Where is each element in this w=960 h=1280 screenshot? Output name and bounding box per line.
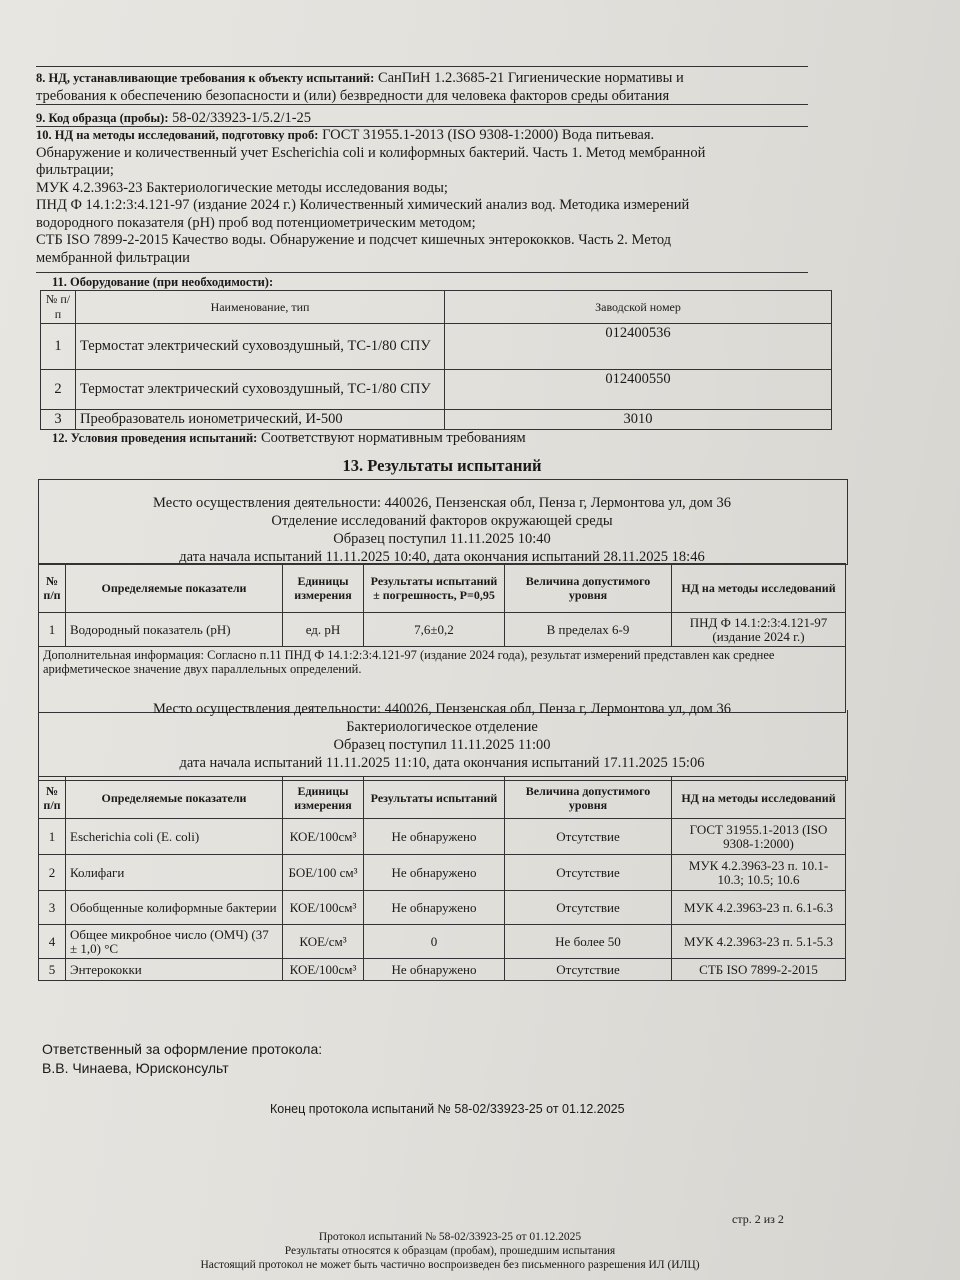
col-method-header: НД на методы исследований: [672, 564, 846, 613]
divider: [36, 66, 808, 67]
row-num: 5: [39, 959, 66, 981]
col-result-header: Результаты испытаний: [364, 777, 505, 819]
section-8-text-2: требования к обеспечению безопасности и (или) безвредности для человека факторов среды обитания: [36, 87, 670, 104]
method: МУК 4.2.3963-23 п. 10.1-10.3; 10.5; 10.6: [672, 855, 846, 891]
section-10-line: ПНД Ф 14.1:2:3:4.121-97 (издание 2024 г.) Количественный химический анализ вод. Методика измерений: [36, 197, 690, 213]
col-norm-header: Величина допустимого уровня: [505, 564, 672, 613]
table-row: [39, 613, 846, 647]
result: 7,6±0,2: [364, 613, 505, 647]
section-10-line: мембранной фильтрации: [36, 249, 190, 266]
table-row: [39, 819, 846, 855]
responsible-block: [42, 1040, 812, 1078]
param-name: Энтерококки: [66, 959, 283, 981]
unit: КОЕ/см³: [283, 925, 364, 959]
end-of-protocol: Конец протокола испытаний № 58-02/33923-25 от 01.12.2025: [270, 1102, 625, 1116]
equipment-serial: 3010: [445, 410, 832, 430]
col-name-header: Наименование, тип: [76, 291, 445, 324]
place-of-activity: Место осуществления деятельности: 440026, Пензенская обл, Пенза г, Лермонтова ул, дом 36: [153, 701, 731, 717]
param-name: Колифаги: [66, 855, 283, 891]
col-result-header: Результаты испытаний ± погрешность, Р=0,95: [364, 564, 505, 613]
section-12-label: 12. Условия проведения испытаний:: [52, 431, 258, 445]
additional-info: Дополнительная информация: Согласно п.11 ПНД Ф 14.1:2:3:4.121-97 (издание 2024 года), результат измерений представлен как среднее арифметическое значение двух параллельных определений.: [39, 647, 846, 713]
norm: Отсутствие: [505, 855, 672, 891]
section-10-first: ГОСТ 31955.1-2013 (ISO 9308-1:2000) Вода питьевая.: [318, 127, 655, 143]
table-header-row: [41, 291, 832, 324]
norm: В пределах 6-9: [505, 613, 672, 647]
test-dates: дата начала испытаний 11.11.2025 11:10, дата окончания испытаний 17.11.2025 15:06: [179, 755, 705, 771]
footer-line: Настоящий протокол не может быть частично воспроизведен без письменного разрешения ИЛ (ИЛЦ): [200, 1259, 700, 1271]
equipment-name: Термостат электрический суховоздушный, ТС-1/80 СПУ: [76, 370, 445, 410]
section-10: [36, 127, 806, 267]
row-num: 1: [41, 324, 76, 370]
department: Отделение исследований факторов окружающей среды: [271, 513, 613, 529]
method: МУК 4.2.3963-23 п. 5.1-5.3: [672, 925, 846, 959]
table-row: [39, 925, 846, 959]
block-2-header: [38, 700, 846, 772]
responsible-name: В.В. Чинаева, Юрисконсульт: [42, 1060, 229, 1076]
result: Не обнаружено: [364, 855, 505, 891]
equipment-name: Преобразователь ионометрический, И-500: [76, 410, 445, 430]
param-name: Водородный показатель (pH): [66, 613, 283, 647]
table-header-row: [39, 777, 846, 819]
result: Не обнаружено: [364, 819, 505, 855]
place-of-activity: Место осуществления деятельности: 440026, Пензенская обл, Пенза г, Лермонтова ул, дом 36: [153, 495, 731, 511]
norm: Отсутствие: [505, 819, 672, 855]
unit: КОЕ/100см³: [283, 819, 364, 855]
param-name: Escherichia coli (E. coli): [66, 819, 283, 855]
sample-received: Образец поступил 11.11.2025 10:40: [333, 531, 551, 547]
table-row: [41, 370, 832, 410]
responsible-label: Ответственный за оформление протокола:: [42, 1041, 323, 1057]
equipment-table: [40, 290, 832, 430]
section-11-label: 11. Оборудование (при необходимости):: [52, 275, 274, 289]
table-header-row: [39, 564, 846, 613]
norm: Не более 50: [505, 925, 672, 959]
test-dates: дата начала испытаний 11.11.2025 10:40, дата окончания испытаний 28.11.2025 18:46: [179, 549, 705, 565]
method: ПНД Ф 14.1:2:3:4.121-97 (издание 2024 г.): [672, 613, 846, 647]
col-param-header: Определяемые показатели: [66, 564, 283, 613]
norm: Отсутствие: [505, 959, 672, 981]
table-row: [39, 891, 846, 925]
footer-line: Результаты относятся к образцам (пробам), прошедшим испытания: [284, 1245, 616, 1257]
block-1-header: [38, 494, 846, 566]
unit: ед. pH: [283, 613, 364, 647]
section-10-line: Обнаружение и количественный учет Escherichia coli и колиформных бактерий. Часть 1. Метод мембранной: [36, 144, 706, 161]
unit: КОЕ/100см³: [283, 959, 364, 981]
col-unit-header: Единицы измерения: [283, 564, 364, 613]
col-param-header: Определяемые показатели: [66, 777, 283, 819]
page-footer: [0, 1230, 900, 1272]
unit: КОЕ/100см³: [283, 891, 364, 925]
section-10-line: СТБ ISO 7899-2-2015 Качество воды. Обнаружение и подсчет кишечных энтерококков. Часть 2. Метод: [36, 232, 672, 248]
col-num-header: № п/п: [39, 564, 66, 613]
divider: [36, 272, 808, 273]
result: Не обнаружено: [364, 959, 505, 981]
section-10-line: фильтрации;: [36, 162, 114, 178]
table-row: [39, 855, 846, 891]
col-num-header: № п/п: [41, 291, 76, 324]
table-row: [41, 324, 832, 370]
department: Бактериологическое отделение: [346, 719, 538, 735]
result: 0: [364, 925, 505, 959]
col-num-header: № п/п: [39, 777, 66, 819]
section-8-text: СанПиН 1.2.3685-21 Гигиенические нормативы и: [374, 70, 684, 86]
table-row: [41, 410, 832, 430]
col-unit-header: Единицы измерения: [283, 777, 364, 819]
method: СТБ ISO 7899-2-2015: [672, 959, 846, 981]
equipment-serial: 012400536: [445, 324, 832, 370]
page-number: стр. 2 из 2: [732, 1212, 784, 1226]
col-method-header: НД на методы исследований: [672, 777, 846, 819]
section-10-label: 10. НД на методы исследований, подготовку проб:: [36, 128, 319, 142]
section-11: [52, 274, 822, 292]
section-10-line: МУК 4.2.3963-23 Бактериологические методы исследования воды;: [36, 179, 448, 196]
unit: БОЕ/100 см³: [283, 855, 364, 891]
section-12-text: Соответствуют нормативным требованиям: [257, 430, 526, 446]
section-10-line: водородного показателя (pH) проб вод потенциометрическим методом;: [36, 214, 476, 231]
section-8-label: 8. НД, устанавливающие требования к объекту испытаний:: [36, 71, 375, 85]
param-name: Обобщенные колиформные бактерии: [66, 891, 283, 925]
section-8: [36, 70, 806, 105]
method: МУК 4.2.3963-23 п. 6.1-6.3: [672, 891, 846, 925]
result: Не обнаружено: [364, 891, 505, 925]
norm: Отсутствие: [505, 891, 672, 925]
col-serial-header: Заводской номер: [445, 291, 832, 324]
col-norm-header: Величина допустимого уровня: [505, 777, 672, 819]
param-name: Общее микробное число (ОМЧ) (37 ± 1,0) °С: [66, 925, 283, 959]
row-num: 2: [39, 855, 66, 891]
row-num: 2: [41, 370, 76, 410]
table-row: [39, 959, 846, 981]
results-table-1: [38, 563, 846, 713]
row-num: 1: [39, 613, 66, 647]
sample-received: Образец поступил 11.11.2025 11:00: [333, 737, 551, 753]
section-9-text: 58-02/33923-1/5.2/1-25: [168, 110, 312, 126]
section-9-label: 9. Код образца (пробы):: [36, 111, 169, 125]
row-num: 4: [39, 925, 66, 959]
results-table-2: [38, 776, 846, 981]
row-num: 3: [39, 891, 66, 925]
section-9: [36, 110, 806, 128]
equipment-name: Термостат электрический суховоздушный, ТС-1/80 СПУ: [76, 324, 445, 370]
results-heading: 13. Результаты испытаний: [342, 456, 542, 475]
row-num: 1: [39, 819, 66, 855]
equipment-serial: 012400550: [445, 370, 832, 410]
row-num: 3: [41, 410, 76, 430]
footer-line: Протокол испытаний № 58-02/33923-25 от 01.12.2025: [318, 1231, 582, 1243]
divider: [36, 104, 808, 105]
method: ГОСТ 31955.1-2013 (ISO 9308-1:2000): [672, 819, 846, 855]
section-12: [52, 430, 822, 448]
